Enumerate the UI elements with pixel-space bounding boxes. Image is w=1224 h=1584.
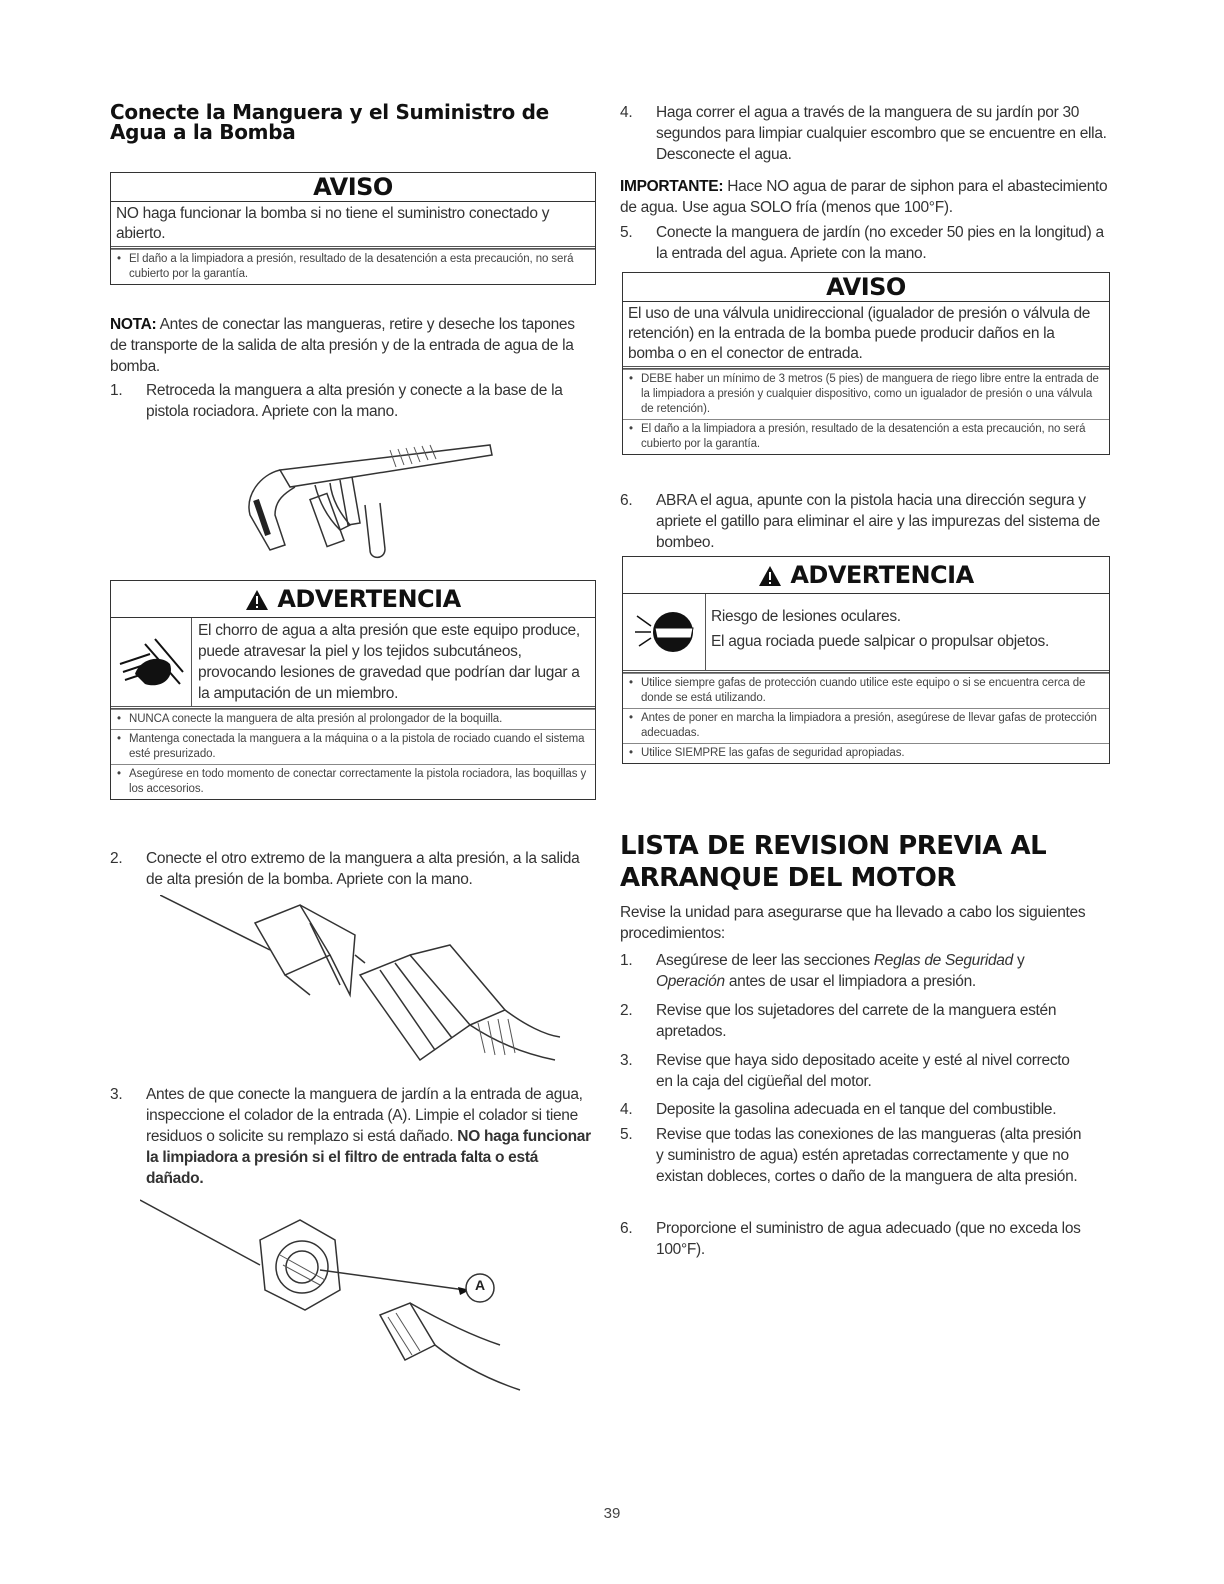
step-number: 4.	[620, 104, 633, 121]
water-inlet-illustration	[140, 1195, 580, 1395]
aviso-box-2	[622, 272, 1110, 455]
checklist-text: antes de usar el limpiadora a presión.	[724, 973, 976, 990]
step-text: Proporcione el suministro de agua adecuado (que no exceda los 100°F).	[656, 1220, 1081, 1258]
step-text: Retroceda la manguera a alta presión y conecte a la base de la pistola rociadora. Apriete con la mano.	[146, 382, 563, 420]
step-number: 5.	[620, 1126, 633, 1143]
aviso-bullet: • El daño a la limpiadora a presión, resultado de la desatención a esta precaución, no será cubierto por la garantía.	[111, 249, 595, 284]
aviso-bullet: • DEBE haber un mínimo de 3 metros (5 pies) de manguera de riego libre entre la entrada de la limpiadora a presión y cualquier dispositivo, como un igualador de presión o una válvula de retención).	[623, 369, 1109, 419]
advertencia-line-2: El agua rociada puede salpicar o propulsar objetos.	[711, 633, 1049, 650]
step-number: 6.	[620, 1220, 633, 1237]
warning-triangle-icon	[758, 565, 782, 587]
aviso-text: NO haga funcionar la bomba si no tiene el suministro conectado y abierto.	[111, 202, 595, 249]
step-number: 1.	[620, 952, 633, 969]
importante-paragraph	[620, 176, 1112, 218]
checklist-text: y	[1012, 952, 1025, 969]
nota-paragraph	[110, 314, 594, 377]
advertencia-bullet: • Utilice SIEMPRE las gafas de seguridad apropiadas.	[623, 743, 1109, 763]
step-4	[620, 102, 1112, 168]
nota-text: Antes de conectar las mangueras, retire y deseche los tapones de transporte de la salida de alta presión y de la entrada de agua de la bomba.	[110, 316, 575, 375]
importante-text: Hace NO agua de parar de siphon para el abastecimiento de agua. Use agua SOLO fría (menos que 100°F).	[620, 178, 1108, 216]
advertencia-bullet: • Utilice siempre gafas de protección cuando utilice este equipo o si se encuentra cerca de donde se está utilizando.	[623, 673, 1109, 708]
advertencia-bullet: • Asegúrese en todo momento de conectar correctamente la pistola rociadora, las boquillas y los accesorios.	[111, 764, 595, 799]
checklist-item	[620, 1218, 1090, 1262]
step-3-warning: NO haga funcionar la limpiadora a presión si el filtro de entrada falta o está dañado.	[146, 1128, 591, 1187]
step-text: ABRA el agua, apunte con la pistola hacia una dirección segura y apriete el gatillo para eliminar el aire y las impurezas del sistema de bombeo.	[656, 492, 1100, 551]
aviso-bullet: • El daño a la limpiadora a presión, resultado de la desatención a esta precaución, no será cubierto por la garantía.	[623, 419, 1109, 454]
page-number: 39	[603, 1505, 621, 1522]
step-text: Deposite la gasolina adecuada en el tanque del combustible.	[656, 1101, 1057, 1118]
section-heading-connect: Conecte la Manguera y el Suministro de Agua a la Bomba	[110, 100, 549, 144]
step-3	[110, 1084, 594, 1194]
step-number: 1.	[110, 382, 123, 399]
advertencia-header	[111, 581, 595, 618]
advertencia-bullet: • Antes de poner en marcha la limpiadora a presión, asegúrese de llevar gafas de protección adecuadas.	[623, 708, 1109, 743]
hand-injection-icon	[115, 624, 185, 702]
step-6	[620, 490, 1112, 556]
advertencia-line-1: Riesgo de lesiones oculares.	[711, 608, 901, 625]
advertencia-main-row	[623, 594, 1109, 673]
step-number: 4.	[620, 1101, 633, 1118]
step-number: 2.	[620, 1002, 633, 1019]
advertencia-text: El chorro de agua a alta presión que este equipo produce, puede atravesar la piel y los tejidos subcutáneos, provocando lesiones de gravedad que podrían dar lugar a la amputación de un miembro.	[198, 622, 580, 702]
step-number: 5.	[620, 224, 633, 241]
step-1	[110, 380, 594, 430]
importante-label: IMPORTANTE:	[620, 178, 724, 195]
advertencia-box-1	[110, 580, 596, 800]
step-text: Revise que los sujetadores del carrete de la manguera estén apretados.	[656, 1002, 1057, 1040]
step-text: Conecte el otro extremo de la manguera a alta presión, a la salida de alta presión de la bomba. Apriete con la mano.	[146, 850, 580, 888]
checklist-item	[620, 1099, 1090, 1121]
step-text	[656, 950, 1090, 992]
advertencia-text	[711, 604, 1105, 654]
advertencia-main-row	[111, 618, 595, 709]
checklist-item	[620, 1000, 1090, 1044]
step-number: 3.	[110, 1086, 123, 1103]
aviso-title: AVISO	[623, 273, 1109, 302]
step-text: Conecte la manguera de jardín (no exceder 50 pies en la longitud) a la entrada del agua. Apriete con la mano.	[656, 224, 1104, 262]
step-text: Haga correr el agua a través de la manguera de su jardín por 30 segundos para limpiar cualquier escombro que se encuentre en ella. Desconecte el agua.	[656, 104, 1107, 163]
aviso-box-1	[110, 172, 596, 285]
step-number: 3.	[620, 1052, 633, 1069]
checklist-emphasis: Reglas de Seguridad	[873, 952, 1013, 969]
step-5	[620, 222, 1112, 268]
checklist-item	[620, 1124, 1090, 1212]
aviso-text: El uso de una válvula unidireccional (igualador de presión o válvula de retención) en la entrada de la bomba puede producir daños en la bomba o en el conector de entrada.	[623, 302, 1109, 369]
step-2	[110, 848, 594, 898]
warning-triangle-icon	[245, 589, 269, 611]
checklist-item	[620, 950, 1090, 994]
step-number: 2.	[110, 850, 123, 867]
section-heading-checklist: LISTA DE REVISION PREVIA AL ARRANQUE DEL MOTOR	[620, 831, 1047, 893]
checklist-item	[620, 1050, 1090, 1094]
step-3-text: Antes de que conecte la manguera de jardín a la entrada de agua, inspeccione el colador de la entrada (A). Limpie el colador si tiene residuos o solicite su remplazo si está dañado.	[146, 1086, 583, 1145]
checklist-emphasis: Operación	[656, 973, 725, 990]
step-number: 6.	[620, 492, 633, 509]
aviso-title: AVISO	[111, 173, 595, 202]
advertencia-box-2	[622, 556, 1110, 764]
checklist-intro: Revise la unidad para asegurarse que ha llevado a cabo los siguientes procedimientos:	[620, 904, 1086, 942]
advertencia-title: ADVERTENCIA	[277, 585, 461, 613]
pump-outlet-illustration	[160, 895, 570, 1075]
step-text: Revise que haya sido depositado aceite y esté al nivel correcto en la caja del cigüeñal del motor.	[656, 1052, 1070, 1090]
advertencia-bullet: • Mantenga conectada la manguera a la máquina o a la pistola de rociado cuando el sistema esté presurizado.	[111, 729, 595, 764]
nota-label: NOTA:	[110, 316, 157, 333]
eye-protection-icon	[633, 602, 697, 662]
advertencia-bullet: • NUNCA conecte la manguera de alta presión al prolongador de la boquilla.	[111, 709, 595, 729]
step-text: Revise que todas las conexiones de las mangueras (alta presión y suministro de agua) estén apretadas correctamente y que no existan dobleces, cortes o daño de la manguera de alta presión.	[656, 1126, 1082, 1185]
advertencia-header	[623, 557, 1109, 594]
checklist-text: Asegúrese de leer las secciones	[656, 952, 874, 969]
advertencia-title: ADVERTENCIA	[790, 561, 974, 589]
callout-label-a: A	[474, 1277, 486, 1293]
step-text	[146, 1084, 594, 1189]
spray-gun-illustration	[220, 425, 520, 575]
